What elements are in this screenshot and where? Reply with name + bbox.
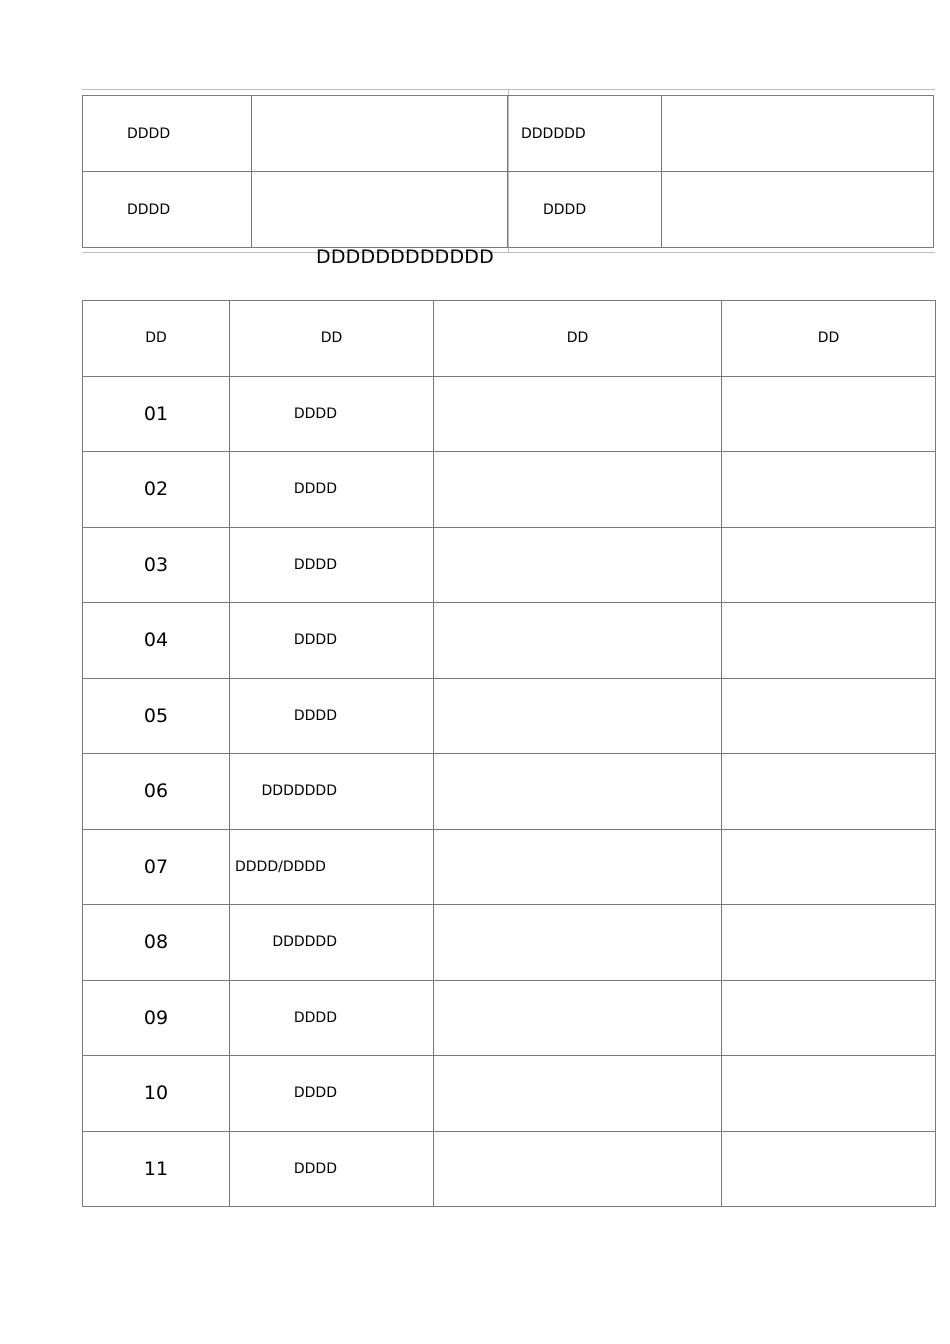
row-item: DDDD: [230, 678, 434, 754]
table-row: [83, 1056, 936, 1132]
row-item: DDDD/DDDD: [230, 829, 434, 905]
row-cell[interactable]: [722, 603, 936, 679]
info-label: DDDDDD: [508, 96, 662, 172]
info-value-field[interactable]: [252, 172, 508, 248]
row-cell[interactable]: [722, 905, 936, 981]
row-cell[interactable]: [434, 376, 722, 452]
row-number: 03: [83, 527, 230, 603]
checklist-table: [82, 300, 936, 1207]
table-row: [83, 376, 936, 452]
row-cell[interactable]: [434, 452, 722, 528]
row-cell[interactable]: [722, 1131, 936, 1207]
row-cell[interactable]: [722, 452, 936, 528]
column-header: DD: [434, 301, 722, 377]
row-number: 09: [83, 980, 230, 1056]
row-number: 02: [83, 452, 230, 528]
table-row: [83, 754, 936, 830]
row-cell[interactable]: [434, 829, 722, 905]
info-label: DDDD: [508, 172, 662, 248]
row-cell[interactable]: [434, 980, 722, 1056]
row-cell[interactable]: [434, 527, 722, 603]
row-cell[interactable]: [434, 603, 722, 679]
row-item: DDDD: [230, 376, 434, 452]
info-value-field[interactable]: [662, 96, 934, 172]
row-number: 08: [83, 905, 230, 981]
table-row: [83, 829, 936, 905]
row-item: DDDD: [230, 527, 434, 603]
column-header: DD: [722, 301, 936, 377]
table-row: [83, 980, 936, 1056]
column-header: DD: [83, 301, 230, 377]
table-caption: DDDDDDDDDDDD: [316, 246, 494, 268]
table-row: [83, 1131, 936, 1207]
row-item: DDDDDD: [230, 905, 434, 981]
table-row: [83, 452, 936, 528]
row-cell[interactable]: [434, 905, 722, 981]
row-item: DDDD: [230, 980, 434, 1056]
row-item: DDDD: [230, 1056, 434, 1132]
row-cell[interactable]: [722, 980, 936, 1056]
row-number: 11: [83, 1131, 230, 1207]
table-row: [83, 527, 936, 603]
row-item: DDDDDDD: [230, 754, 434, 830]
info-label: DDDD: [83, 96, 252, 172]
row-cell[interactable]: [434, 754, 722, 830]
frame-line-bottom: [82, 252, 935, 253]
row-number: 05: [83, 678, 230, 754]
row-cell[interactable]: [722, 678, 936, 754]
row-cell[interactable]: [434, 1056, 722, 1132]
row-item: DDDD: [230, 452, 434, 528]
info-row-1: [83, 96, 934, 172]
row-cell[interactable]: [722, 376, 936, 452]
info-value-field[interactable]: [252, 96, 508, 172]
row-cell[interactable]: [722, 1056, 936, 1132]
table-row: [83, 905, 936, 981]
table-row: [83, 603, 936, 679]
row-cell[interactable]: [722, 829, 936, 905]
row-item: DDDD: [230, 1131, 434, 1207]
row-number: 01: [83, 376, 230, 452]
info-value-field[interactable]: [662, 172, 934, 248]
row-number: 10: [83, 1056, 230, 1132]
row-number: 07: [83, 829, 230, 905]
row-number: 04: [83, 603, 230, 679]
row-cell[interactable]: [434, 1131, 722, 1207]
info-table: [82, 95, 934, 248]
info-row-2: [83, 172, 934, 248]
row-cell[interactable]: [722, 527, 936, 603]
info-table-frame: [82, 89, 935, 253]
row-item: DDDD: [230, 603, 434, 679]
row-number: 06: [83, 754, 230, 830]
row-cell[interactable]: [722, 754, 936, 830]
table-header-row: [83, 301, 936, 377]
row-cell[interactable]: [434, 678, 722, 754]
table-row: [83, 678, 936, 754]
column-header: DD: [230, 301, 434, 377]
info-label: DDDD: [83, 172, 252, 248]
